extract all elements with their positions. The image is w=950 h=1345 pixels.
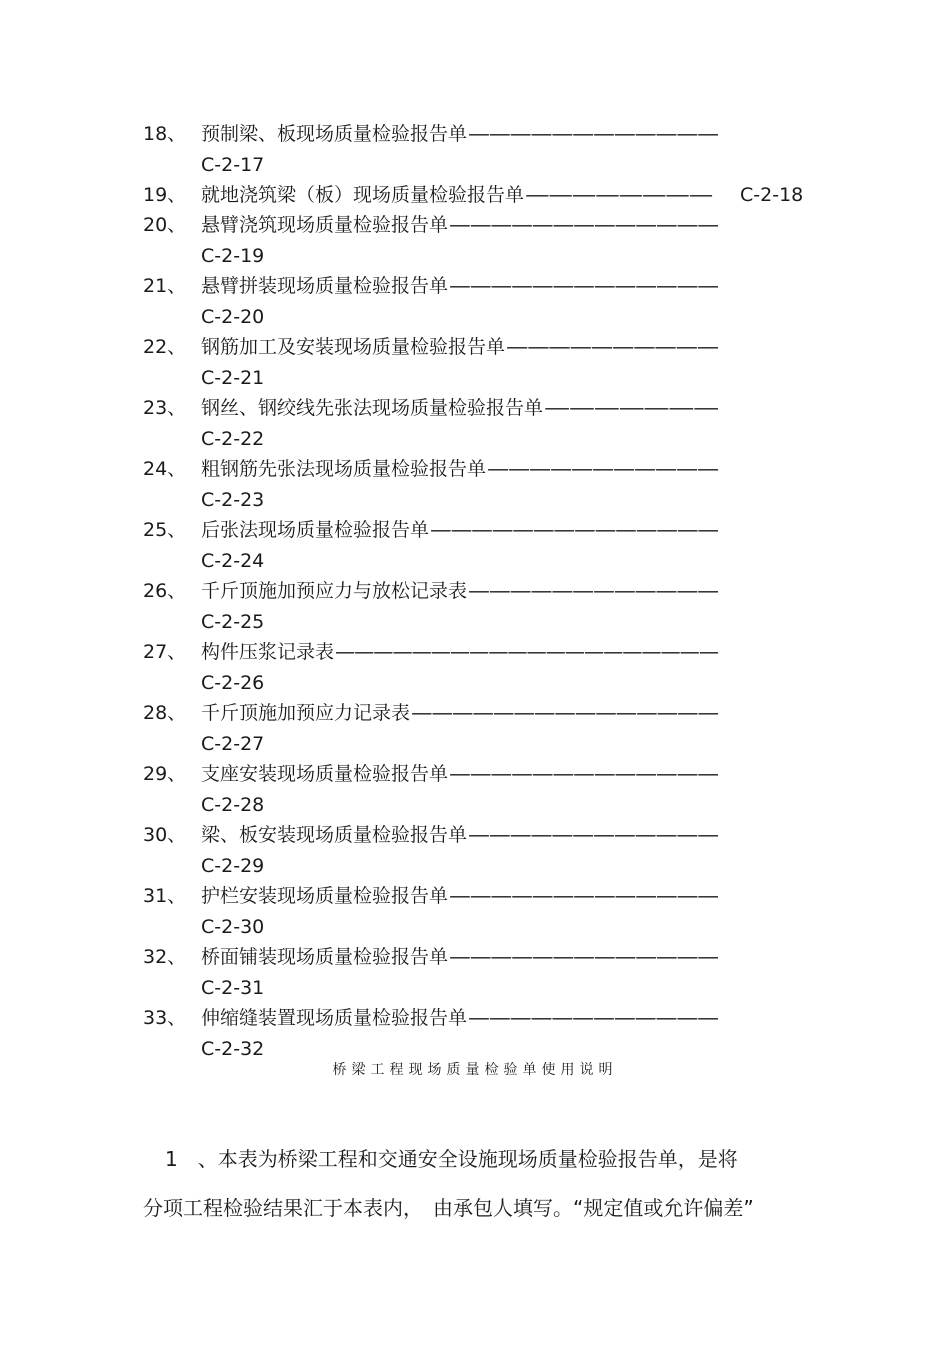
toc-entry-code: C-2-30 [201,916,265,938]
toc-entry-leader: ———————————— [468,1007,718,1029]
toc-entry [0,820,950,882]
toc-entry-number: 33、 [143,1007,187,1029]
toc-entry-title: 悬臂浇筑现场质量检验报告单 [201,214,449,236]
toc-entry-title: 构件压浆记录表 [201,641,335,663]
toc-entry-number: 32、 [143,946,187,968]
toc-entry-leader: ————————————— [449,763,718,785]
toc-entry-code: C-2-32 [201,1038,265,1060]
toc-entry-title: 钢丝、钢绞线先张法现场质量检验报告单 [201,397,544,419]
toc-entry-title: 护栏安装现场质量检验报告单 [201,885,449,907]
toc-entry-title: 伸缩缝装置现场质量检验报告单 [201,1007,468,1029]
toc-entry-code: C-2-24 [201,550,265,572]
toc-entry [0,1003,950,1065]
toc-entry-code: C-2-31 [201,977,265,999]
toc-entry-code: C-2-23 [201,489,265,511]
toc-entry-title: 桥面铺装现场质量检验报告单 [201,946,449,968]
toc-entry-number: 31、 [143,885,187,907]
toc-entry-number: 25、 [143,519,187,541]
toc-entry-title: 就地浇筑梁（板）现场质量检验报告单 [201,184,525,206]
toc-entry [0,515,950,577]
toc-entry-title: 后张法现场质量检验报告单 [201,519,430,541]
toc-entry-number: 18、 [143,123,187,145]
toc-entry-number: 29、 [143,763,187,785]
toc-entry-code: C-2-25 [201,611,265,633]
instruction-paragraph-line-2: 分项工程检验结果汇于本表内， 由承包人填写。“规定值或允许偏差” [143,1196,754,1220]
toc-entry [0,576,950,638]
toc-entry-code: C-2-19 [201,245,265,267]
toc-entry-leader: ———————— [525,184,712,206]
toc-entry-number: 26、 [143,580,187,602]
toc-entry-code: C-2-17 [201,154,265,176]
toc-entry [0,881,950,943]
toc-entry-leader: ———————————————————— [335,641,718,663]
toc-entry-number: 27、 [143,641,187,663]
toc-entry-number: 24、 [143,458,187,480]
toc-entry-code: C-2-21 [201,367,265,389]
toc-entry [0,393,950,455]
toc-entry-number: 20、 [143,214,187,236]
instruction-paragraph-line-1: 1 、本表为桥梁工程和交通安全设施现场质量检验报告单，是将 [165,1147,738,1171]
toc-entry-title: 梁、板安装现场质量检验报告单 [201,824,468,846]
toc-entry-title: 悬臂拼装现场质量检验报告单 [201,275,449,297]
toc-entry-number: 28、 [143,702,187,724]
toc-entry-leader: —————————————— [430,519,718,541]
toc-entry-number: 30、 [143,824,187,846]
toc-entry-code: C-2-20 [201,306,265,328]
toc-entry-leader: ————————————— [449,946,718,968]
toc-entry-leader: ——————— [544,397,718,419]
toc-entry-number: 22、 [143,336,187,358]
toc-entry-leader: ——————————————— [411,702,718,724]
toc-entry-leader: ————————————— [449,275,718,297]
toc-entry [0,454,950,516]
toc-entry [0,271,950,333]
toc-entry [0,637,950,699]
toc-entry [0,942,950,1004]
toc-entry-leader: ———————————— [468,580,718,602]
section-heading: 桥梁工程现场质量检验单使用说明 [332,1062,618,1078]
toc-entry [0,332,950,394]
toc-entry-title: 预制梁、板现场质量检验报告单 [201,123,468,145]
toc-entry-leader: ———————————— [468,824,718,846]
toc-entry-code: C-2-29 [201,855,265,877]
toc-entry-code: C-2-27 [201,733,265,755]
toc-entry-title: 粗钢筋先张法现场质量检验报告单 [201,458,487,480]
toc-entry-leader: —————————— [506,336,718,358]
toc-entry-number: 21、 [143,275,187,297]
toc-entry [0,119,950,181]
toc-entry-leader: ————————————— [449,214,718,236]
toc-entry-code: C-2-28 [201,794,265,816]
toc-entry-code: C-2-26 [201,672,265,694]
toc-entry-leader: ———————————— [468,123,718,145]
toc-entry-code: C-2-18 [740,184,804,206]
toc-entry-number: 19、 [143,184,187,206]
toc-entry-title: 千斤顶施加预应力记录表 [201,702,411,724]
toc-entry-leader: ——————————— [487,458,718,480]
toc-entry-code: C-2-22 [201,428,265,450]
toc-entry-title: 钢筋加工及安装现场质量检验报告单 [201,336,506,358]
toc-entry [0,698,950,760]
toc-entry-number: 23、 [143,397,187,419]
toc-entry-title: 千斤顶施加预应力与放松记录表 [201,580,468,602]
toc-entry [0,759,950,821]
toc-entry-title: 支座安装现场质量检验报告单 [201,763,449,785]
toc-entry-leader: ————————————— [449,885,718,907]
toc-entry [0,210,950,272]
